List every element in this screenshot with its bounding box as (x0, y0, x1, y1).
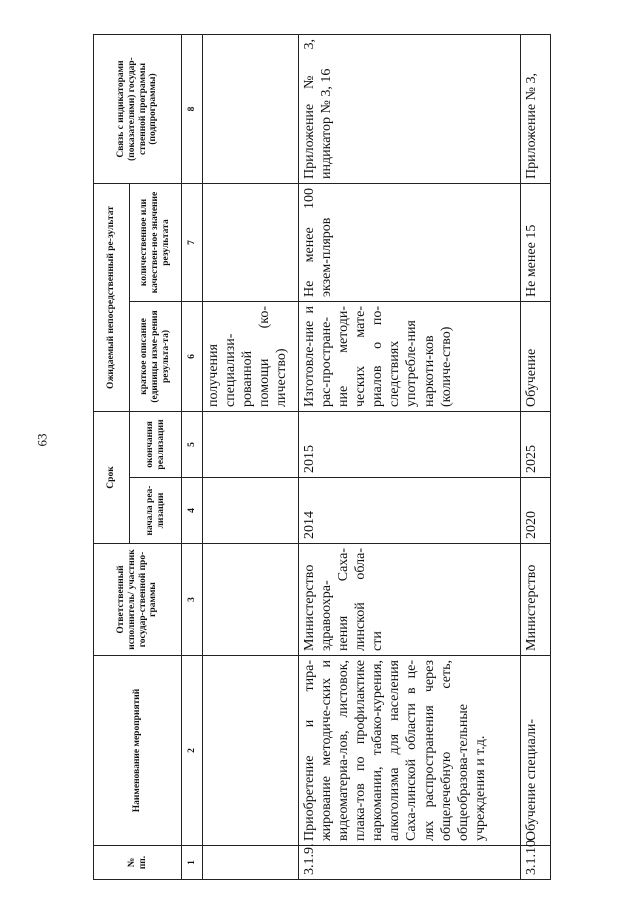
header-quantity: количественное или качествен-ное значение результата (130, 184, 182, 302)
header-end: окончания реализации (130, 412, 182, 478)
col-number: 2 (182, 656, 203, 846)
rotated-table-container (93, 35, 618, 880)
row-responsible: Министерство здравоохра-нения Саха-линской обла-сти (299, 544, 521, 656)
row-link: Приложение № 3, (521, 35, 551, 184)
row-desc: получения специализи-рованной помощи (ко-личество) (203, 302, 299, 412)
header-start: начала реа-лизации (130, 478, 182, 544)
row-quantity: Не менее 15 (521, 184, 551, 302)
row-num: 3.1.9. (299, 846, 521, 880)
row-start: 2014 (299, 478, 521, 544)
measures-table (93, 34, 551, 880)
col-number: 6 (182, 302, 203, 412)
row-end (203, 412, 299, 478)
row-responsible (203, 544, 299, 656)
page-number: 63 (34, 433, 50, 447)
row-responsible: Министерство (521, 544, 551, 656)
header-result: Ожидаемый непосредственный ре-зультат (94, 184, 130, 412)
row-start: 2020 (521, 478, 551, 544)
row-quantity (203, 184, 299, 302)
col-number: 5 (182, 412, 203, 478)
header-responsible: Ответственный исполнитель/ участник государ-ственной про-граммы (94, 544, 182, 656)
row-start (203, 478, 299, 544)
row-link (203, 35, 299, 184)
row-num (203, 846, 299, 880)
header-link: Связь с индикаторами (показателями) государ-ственной программы (подпрограммы) (94, 35, 182, 184)
row-end: 2025 (521, 412, 551, 478)
column-numbers-row (182, 35, 203, 880)
col-number: 4 (182, 478, 203, 544)
row-num: 3.1.10. (521, 846, 551, 880)
col-number: 1 (182, 846, 203, 880)
col-number: 7 (182, 184, 203, 302)
table-row (203, 35, 299, 880)
row-name: Приобретение и тира-жирование методиче-ских и видеоматериа-лов, листовок, плака-тов по профилактике наркомании, табако-курения, алкоголизма для населения Саха-линской области в це-лях распространения через общелечебную сеть, общеобразова-тельные учреждения и т.д. (299, 656, 521, 846)
row-name (203, 656, 299, 846)
row-end: 2015 (299, 412, 521, 478)
table-row (521, 35, 551, 880)
row-name: Обучение специали- (521, 656, 551, 846)
row-link: Приложение № 3, индикатор № 3, 16 (299, 35, 521, 184)
header-num: № пп. (94, 846, 182, 880)
col-number: 8 (182, 35, 203, 184)
col-number: 3 (182, 544, 203, 656)
row-desc: Изготовле-ние и рас-простране-ние методи-ческих мате-риалов о по-следствиях употребле-ния наркоти-ков (количе-ство) (299, 302, 521, 412)
header-name: Наименование мероприятий (94, 656, 182, 846)
row-desc: Обучение (521, 302, 551, 412)
header-short-desc: краткое описание (единицы изме-рения результа-та) (130, 302, 182, 412)
row-quantity: Не менее 100 экзем-пляров (299, 184, 521, 302)
table-row (299, 35, 521, 880)
header-deadline: Срок (94, 412, 130, 544)
